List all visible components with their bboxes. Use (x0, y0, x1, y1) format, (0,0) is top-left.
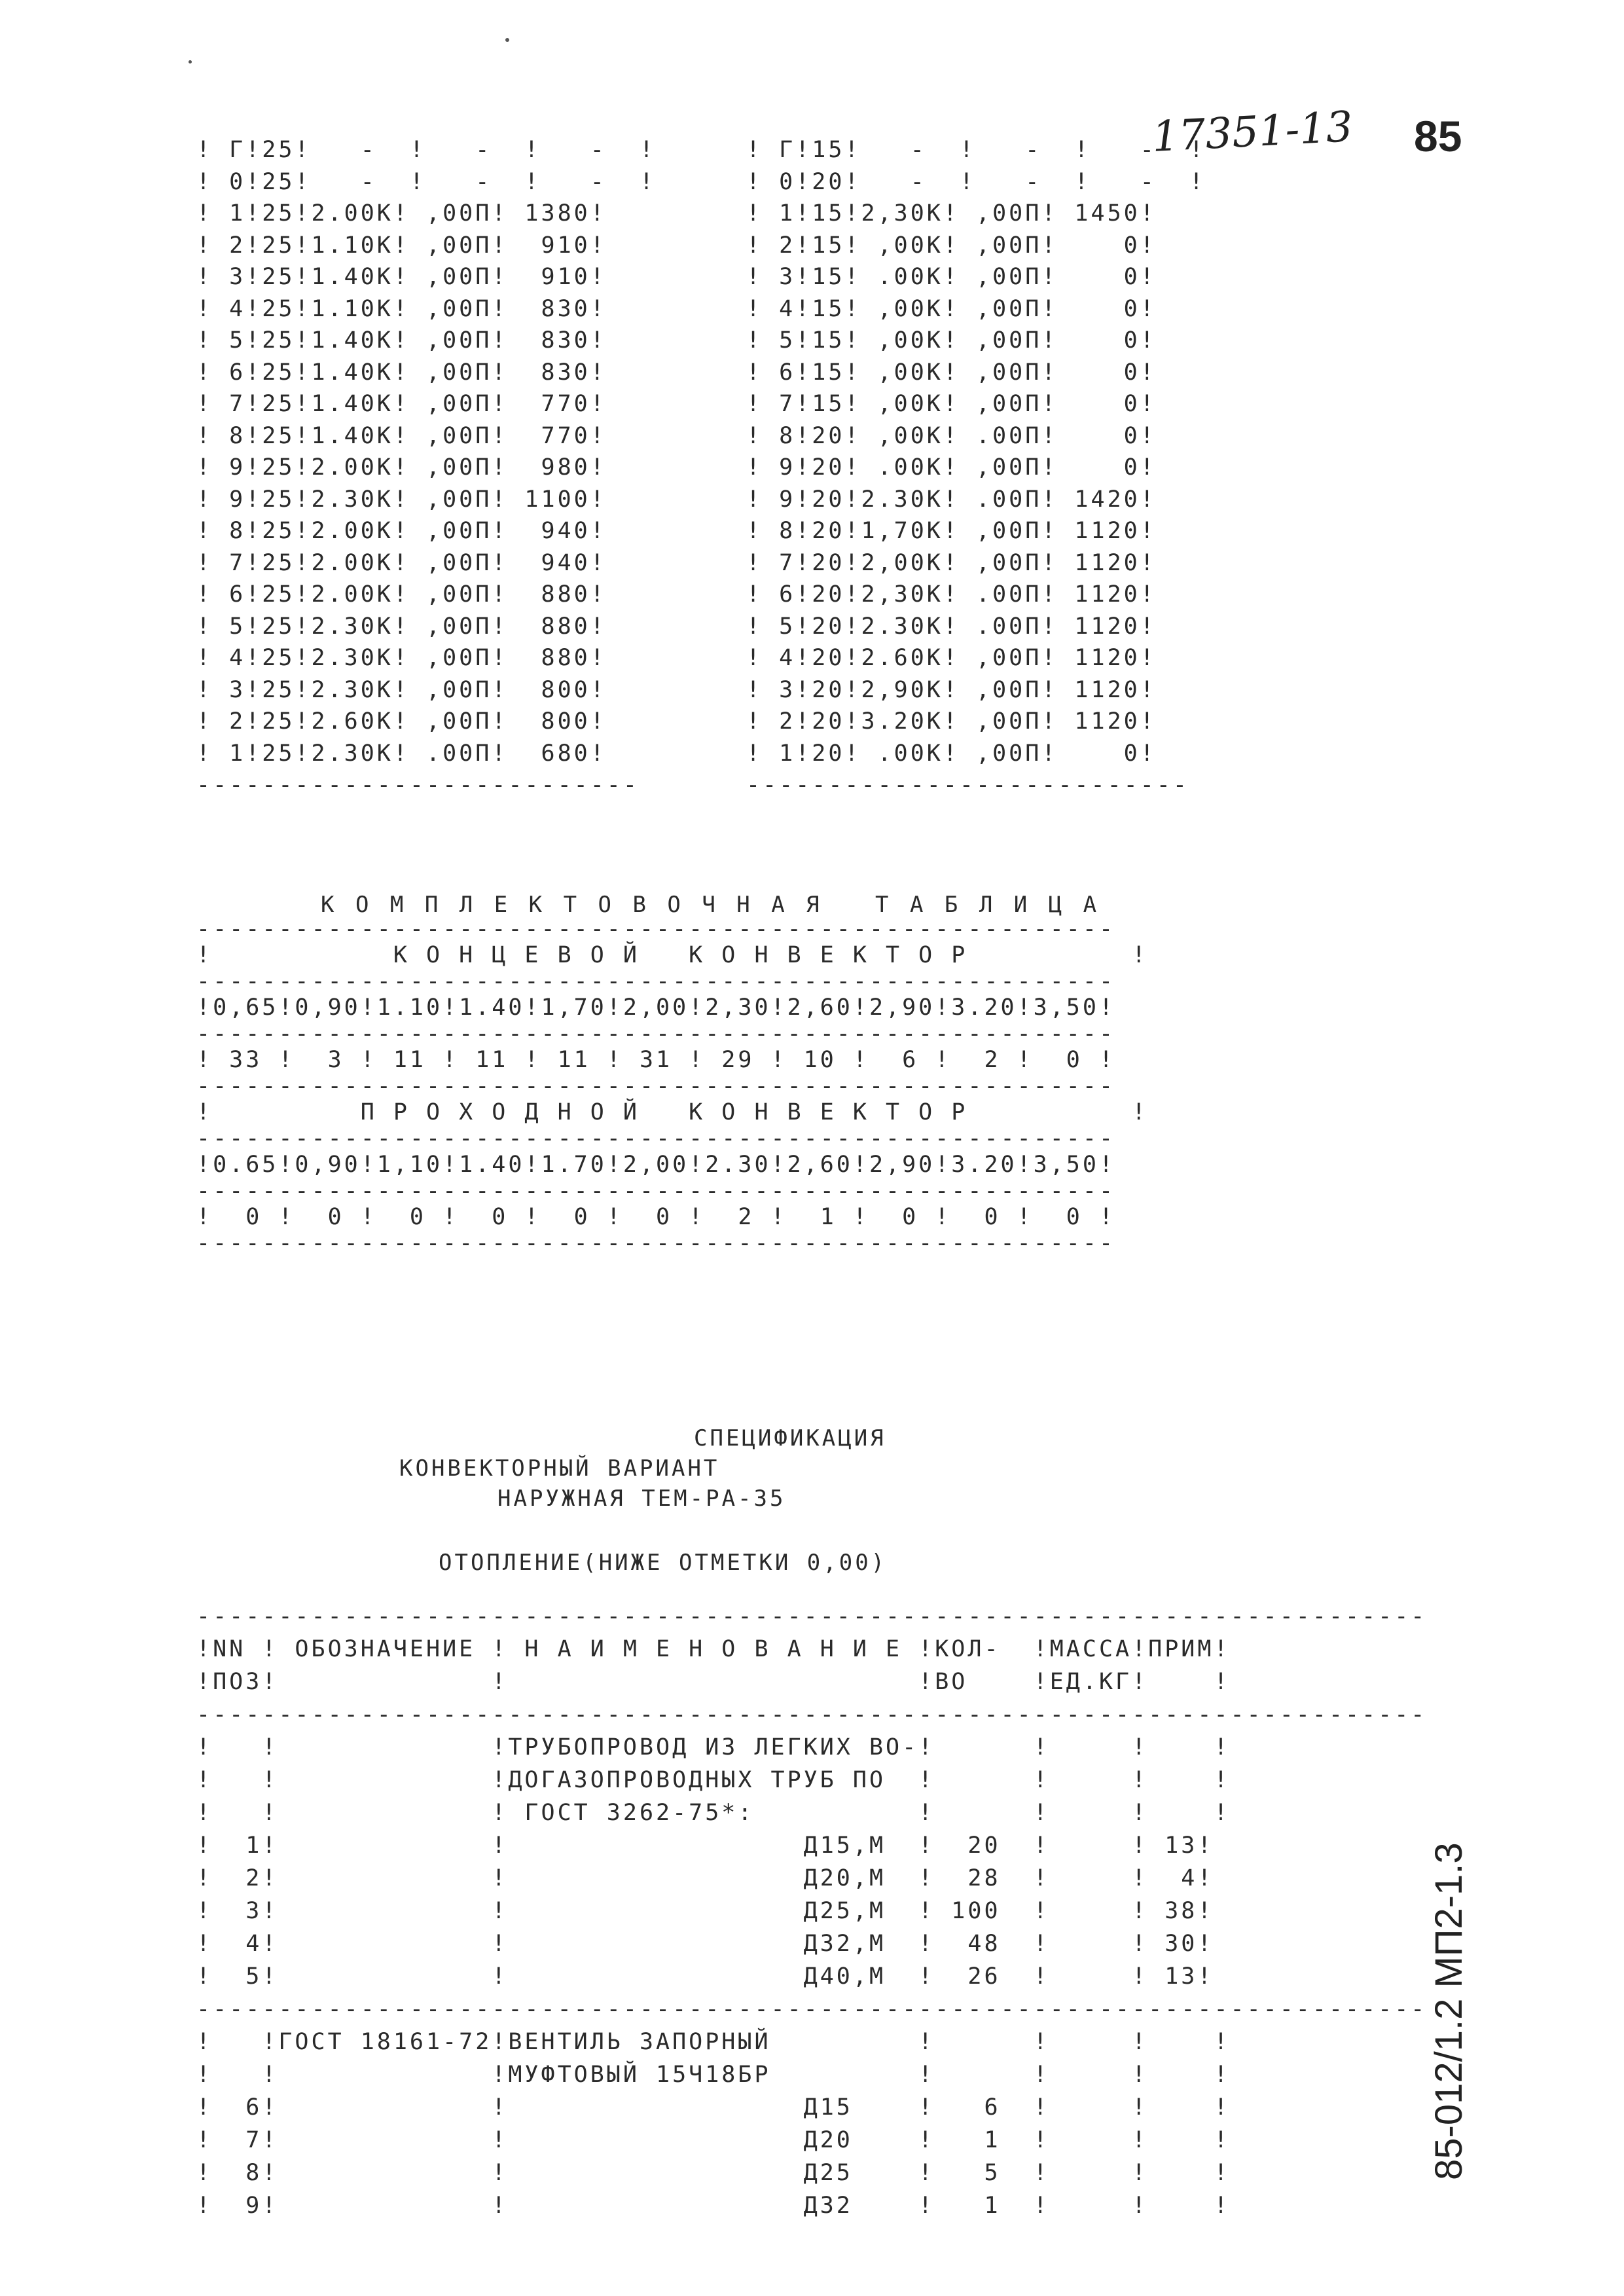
table-row: ! 7!25!1.40К! ,00П! 770! (196, 391, 607, 417)
table-row: ! 5!15! ,00К! ,00П! 0! (746, 327, 1157, 354)
spec-variant: КОНВЕКТОРНЫЙ ВАРИАНТ (399, 1455, 720, 1482)
table-row: ! 5!25!2.30К! ,00П! 880! (196, 613, 607, 640)
speck (505, 38, 509, 42)
table-row: ! 8!25!1.40К! ,00П! 770! (196, 422, 607, 449)
table-row: ! 1!25!2.00К! ,00П! 1380! (196, 200, 607, 227)
table-row: ! 9!20!2.30К! .00П! 1420! (746, 486, 1157, 513)
table-row: ! 7!20!2,00К! ,00П! 1120! (746, 549, 1157, 576)
table-row: ! 1!15!2,30К! ,00П! 1450! (746, 200, 1157, 227)
table-row: ! 2!25!2.60К! ,00П! 800! (196, 708, 607, 735)
table-row: ! Г!15! - ! - ! - ! (746, 137, 1206, 163)
table-row: --------------------------- (196, 772, 640, 798)
table-row: -------------------------------------------------------- (196, 1125, 1116, 1152)
kit-table-title: К О М П Л Е К Т О В О Ч Н А Я Т А Б Л И Ц А (321, 892, 1101, 918)
table-row: ! 9!25!2.30К! ,00П! 1100! (196, 486, 607, 513)
table-row: ! 7!25!2.00К! ,00П! 940! (196, 549, 607, 576)
spec-heading: СПЕЦИФИКАЦИЯ (694, 1425, 886, 1451)
table-row: ! 8!20! ,00К! .00П! 0! (746, 422, 1157, 449)
table-row: ! К О Н Ц Е В О Й К О Н В Е К Т О Р ! (196, 942, 1149, 968)
table-row: --------------------------- (746, 772, 1189, 798)
table-row: ! 2! ! Д20,М ! 28 ! ! 4! (196, 1865, 1214, 1891)
table-row: ! 9!25!2.00К! ,00П! 980! (196, 454, 607, 481)
table-row: ! Г!25! - ! - ! - ! (196, 137, 657, 163)
table-row: -------------------------------------------------------- (196, 916, 1116, 942)
table-row: ! 9! ! Д32 ! 1 ! ! ! (196, 2193, 1231, 2219)
table-row: !0,65!0,90!1.10!1.40!1,70!2,00!2,30!2,60!2,90!3.20!3,50! (196, 994, 1116, 1021)
table-row: ! 4!25!1.10К! ,00П! 830! (196, 295, 607, 322)
table-row: ! 7!15! ,00К! ,00П! 0! (746, 391, 1157, 417)
table-row: ! 6!15! ,00К! ,00П! 0! (746, 359, 1157, 386)
table-row: --------------------------------------------------------------------------- (196, 1603, 1428, 1630)
side-document-code: 85-012/1.2 МП2-1.3 (1428, 1842, 1470, 2180)
table-row: ! ! !ДОГАЗОПРОВОДНЫХ ТРУБ ПО ! ! ! ! (196, 1767, 1231, 1793)
table-row: !0.65!0,90!1,10!1.40!1.70!2,00!2.30!2,60!2,90!3.20!3,50! (196, 1152, 1116, 1178)
table-row: -------------------------------------------------------- (196, 968, 1116, 994)
table-row: ! 5!25!1.40К! ,00П! 830! (196, 327, 607, 354)
table-row: -------------------------------------------------------- (196, 1073, 1116, 1099)
table-row: ! 9!20! .00К! ,00П! 0! (746, 454, 1157, 481)
table-row: ! !ГОСТ 18161-72!ВЕНТИЛЬ ЗАПОРНЫЙ ! ! ! ! (196, 2029, 1231, 2055)
table-row: ! 33 ! 3 ! 11 ! 11 ! 11 ! 31 ! 29 ! 10 ! 6 ! 2 ! 0 ! (196, 1047, 1116, 1073)
table-row: -------------------------------------------------------- (196, 1178, 1116, 1204)
table-row: ! 4!25!2.30К! ,00П! 880! (196, 645, 607, 671)
table-row: ! 6!25!1.40К! ,00П! 830! (196, 359, 607, 386)
table-row: ! 3!25!2.30К! ,00П! 800! (196, 676, 607, 703)
speck (189, 60, 192, 64)
table-row: ! П Р О Х О Д Н О Й К О Н В Е К Т О Р ! (196, 1099, 1149, 1125)
table-row: ! 0!20! - ! - ! - ! (746, 168, 1206, 195)
table-row: !ПОЗ! ! !ВО !ЕД.КГ! ! (196, 1669, 1231, 1695)
table-row: ! 8! ! Д25 ! 5 ! ! ! (196, 2160, 1231, 2186)
table-row: ! 3! ! Д25,М ! 100 ! ! 38! (196, 1898, 1214, 1924)
table-row: ! ! !МУФТОВЫЙ 15Ч18БР ! ! ! ! (196, 2062, 1231, 2088)
table-row: ! 3!15! .00К! ,00П! 0! (746, 264, 1157, 290)
table-row: ! 6!25!2.00К! ,00П! 880! (196, 581, 607, 608)
table-row: ! 2!15! ,00К! ,00П! 0! (746, 232, 1157, 259)
table-row: ! 2!20!3.20К! ,00П! 1120! (746, 708, 1157, 735)
table-row: ! 3!25!1.40К! ,00П! 910! (196, 264, 607, 290)
table-row: ! 0 ! 0 ! 0 ! 0 ! 0 ! 0 ! 2 ! 1 ! 0 ! 0 ! 0 ! (196, 1204, 1116, 1230)
table-row: -------------------------------------------------------- (196, 1021, 1116, 1047)
table-row: !NN ! ОБОЗНАЧЕНИЕ ! Н А И М Е Н О В А Н И Е !КОЛ- !МАССА!ПРИМ! (196, 1636, 1231, 1662)
table-row: ! 1! ! Д15,М ! 20 ! ! 13! (196, 1832, 1214, 1859)
table-row: ! 0!25! - ! - ! - ! (196, 168, 657, 195)
table-row: -------------------------------------------------------- (196, 1230, 1116, 1256)
table-row: ! 5! ! Д40,М ! 26 ! ! 13! (196, 1963, 1214, 1990)
table-row: ! ! ! ГОСТ 3262-75*: ! ! ! ! (196, 1800, 1231, 1826)
table-row: ! 7! ! Д20 ! 1 ! ! ! (196, 2127, 1231, 2153)
table-row: ! 1!20! .00К! ,00П! 0! (746, 740, 1157, 767)
spec-outside-temp: НАРУЖНАЯ ТЕМ-РА-35 (497, 1485, 786, 1512)
document-number-handwritten: 17351-13 (1151, 103, 1354, 162)
table-row: ! 4! ! Д32,М ! 48 ! ! 30! (196, 1931, 1214, 1957)
table-row: ! 2!25!1.10К! ,00П! 910! (196, 232, 607, 259)
table-row: ! 4!20!2.60К! ,00П! 1120! (746, 645, 1157, 671)
table-row: ! 5!20!2.30К! .00П! 1120! (746, 613, 1157, 640)
table-row: ! 8!25!2.00К! ,00П! 940! (196, 518, 607, 544)
table-row: ! 6! ! Д15 ! 6 ! ! ! (196, 2094, 1231, 2121)
table-row: ! 6!20!2,30К! .00П! 1120! (746, 581, 1157, 608)
table-row: ! ! !ТРУБОПРОВОД ИЗ ЛЕГКИХ ВО-! ! ! ! (196, 1734, 1231, 1760)
table-row: ! 8!20!1,70К! ,00П! 1120! (746, 518, 1157, 544)
table-row: ! 3!20!2,90К! ,00П! 1120! (746, 676, 1157, 703)
table-row: --------------------------------------------------------------------------- (196, 1996, 1428, 2022)
spec-heating-section: ОТОПЛЕНИЕ(НИЖЕ ОТМЕТКИ 0,00) (439, 1550, 888, 1576)
table-row: --------------------------------------------------------------------------- (196, 1702, 1428, 1728)
page-number: 85 (1414, 112, 1462, 160)
table-row: ! 4!15! ,00К! ,00П! 0! (746, 295, 1157, 322)
table-row: ! 1!25!2.30К! .00П! 680! (196, 740, 607, 767)
